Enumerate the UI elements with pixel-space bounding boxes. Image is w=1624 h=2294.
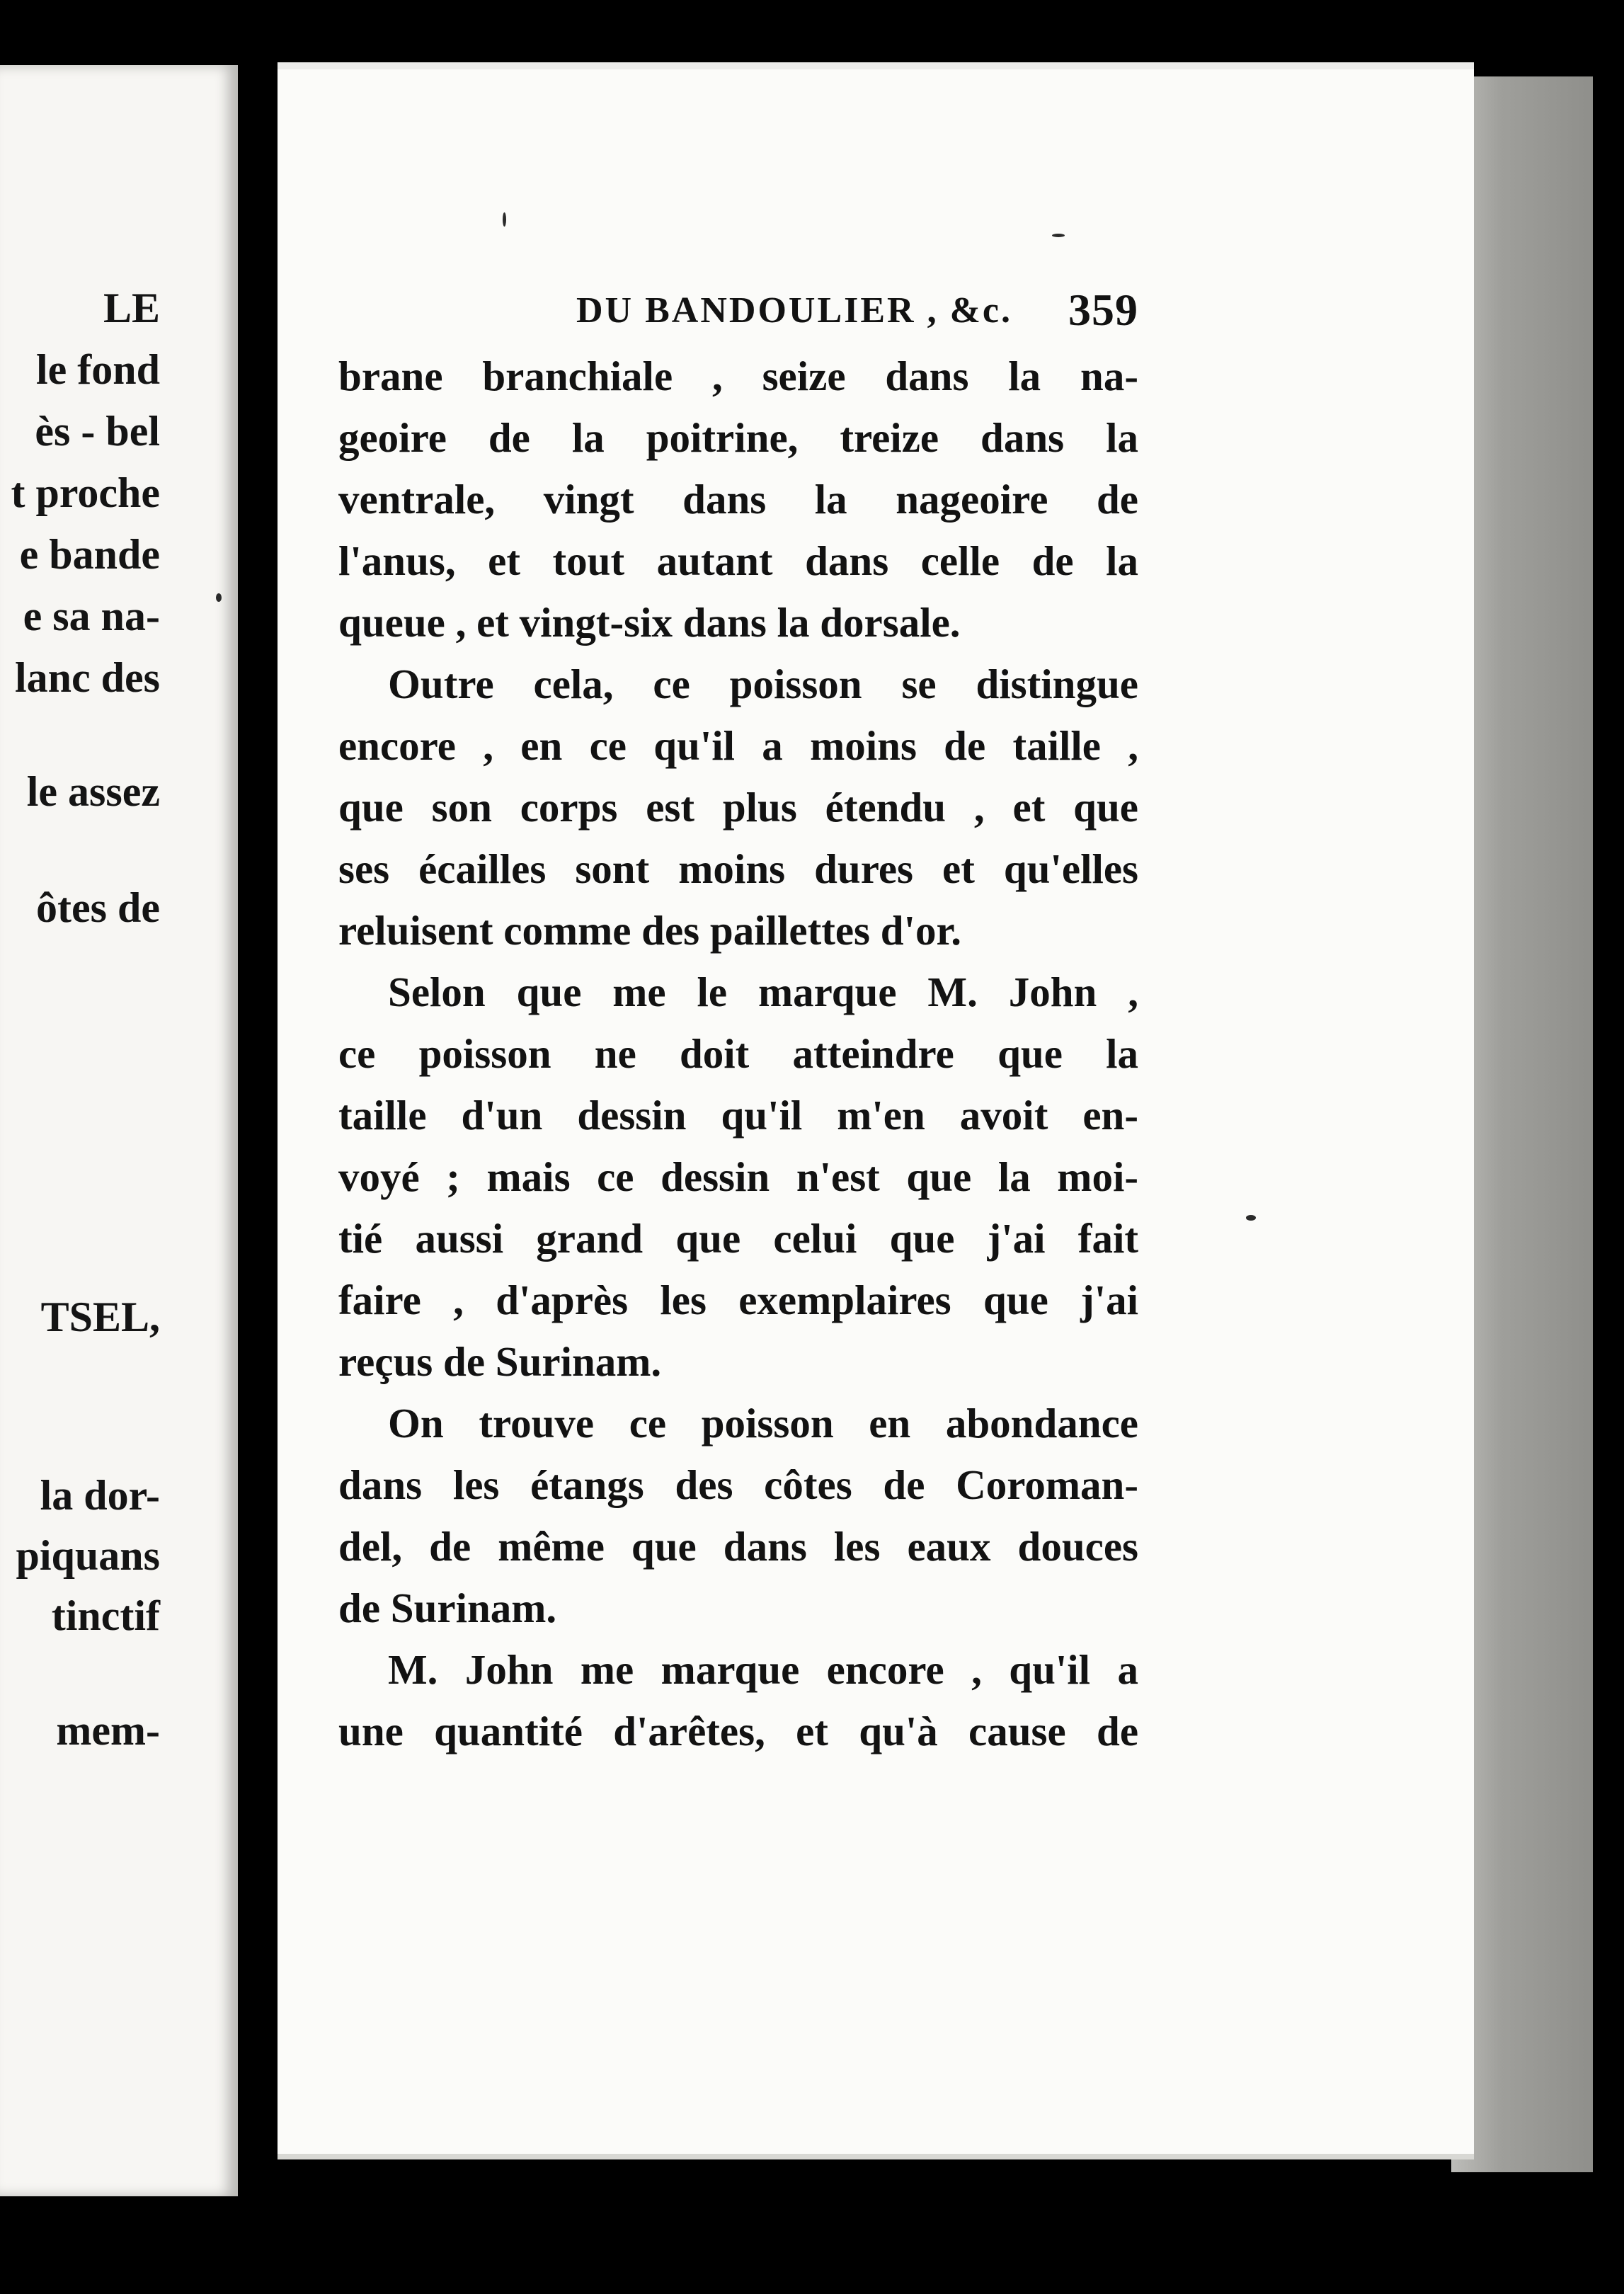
page-top-edge xyxy=(278,62,1474,69)
text-line: encore , en ce qu'il a moins de taille , xyxy=(338,722,1138,769)
left-page-line: TSEL, xyxy=(40,1294,160,1340)
running-head xyxy=(338,285,1138,346)
text-line: dans les étangs des côtes de Coroman- xyxy=(338,1461,1138,1508)
text-line: Selon que me le marque M. John , xyxy=(388,969,1138,1015)
page-number: 359 xyxy=(1068,285,1138,335)
text-line: tié aussi grand que celui que j'ai fait xyxy=(338,1215,1138,1262)
running-head-title: DU BANDOULIER , &c. xyxy=(576,290,1012,331)
text-line: geoire de la poitrine, treize dans la xyxy=(338,414,1138,461)
right-page xyxy=(278,65,1474,2159)
left-page-line: le assez xyxy=(26,768,160,815)
text-line: ses écailles sont moins dures et qu'elles xyxy=(338,845,1138,892)
left-page-line: ès - bel xyxy=(35,408,160,455)
text-line: reluisent comme des paillettes d'or. xyxy=(338,907,961,954)
text-line: reçus de Surinam. xyxy=(338,1338,662,1385)
text-line: de Surinam. xyxy=(338,1585,557,1631)
text-line: del, de même que dans les eaux douces xyxy=(338,1523,1138,1570)
ink-speck xyxy=(216,593,222,602)
text-line: Outre cela, ce poisson se distingue xyxy=(388,661,1138,707)
left-page-line: la dor- xyxy=(40,1472,160,1519)
ink-speck xyxy=(1052,234,1065,237)
text-line: queue , et vingt-six dans la dorsale. xyxy=(338,599,961,646)
left-page-line: e sa na- xyxy=(23,593,160,639)
left-page xyxy=(0,65,238,2196)
text-line: voyé ; mais ce dessin n'est que la moi- xyxy=(338,1153,1138,1200)
left-page-line: piquans xyxy=(16,1532,160,1579)
left-page-line: tinctif xyxy=(51,1592,160,1639)
text-line: taille d'un dessin qu'il m'en avoit en- xyxy=(338,1092,1138,1139)
text-line: une quantité d'arêtes, et qu'à cause de xyxy=(338,1708,1138,1754)
book-gutter xyxy=(238,0,278,2294)
ink-speck xyxy=(503,212,506,227)
left-page-line: mem- xyxy=(56,1707,160,1754)
left-page-line: le fond xyxy=(35,346,160,393)
text-line: ce poisson ne doit atteindre que la xyxy=(338,1030,1138,1077)
ink-speck xyxy=(1246,1215,1256,1221)
left-page-line: e bande xyxy=(19,531,160,578)
text-line: brane branchiale , seize dans la na- xyxy=(338,353,1138,399)
text-line: M. John me marque encore , qu'il a xyxy=(388,1646,1138,1693)
text-line: faire , d'après les exemplaires que j'ai xyxy=(338,1277,1138,1323)
text-line: On trouve ce poisson en abondance xyxy=(388,1400,1138,1446)
text-line: l'anus, et tout autant dans celle de la xyxy=(338,537,1138,584)
text-line: que son corps est plus étendu , et que xyxy=(338,784,1138,831)
left-page-line: LE xyxy=(103,285,160,331)
text-line: ventrale, vingt dans la nageoire de xyxy=(338,476,1138,523)
left-page-line: ôtes de xyxy=(36,884,160,931)
left-page-line: t proche xyxy=(11,469,160,516)
left-page-line: lanc des xyxy=(14,654,160,701)
